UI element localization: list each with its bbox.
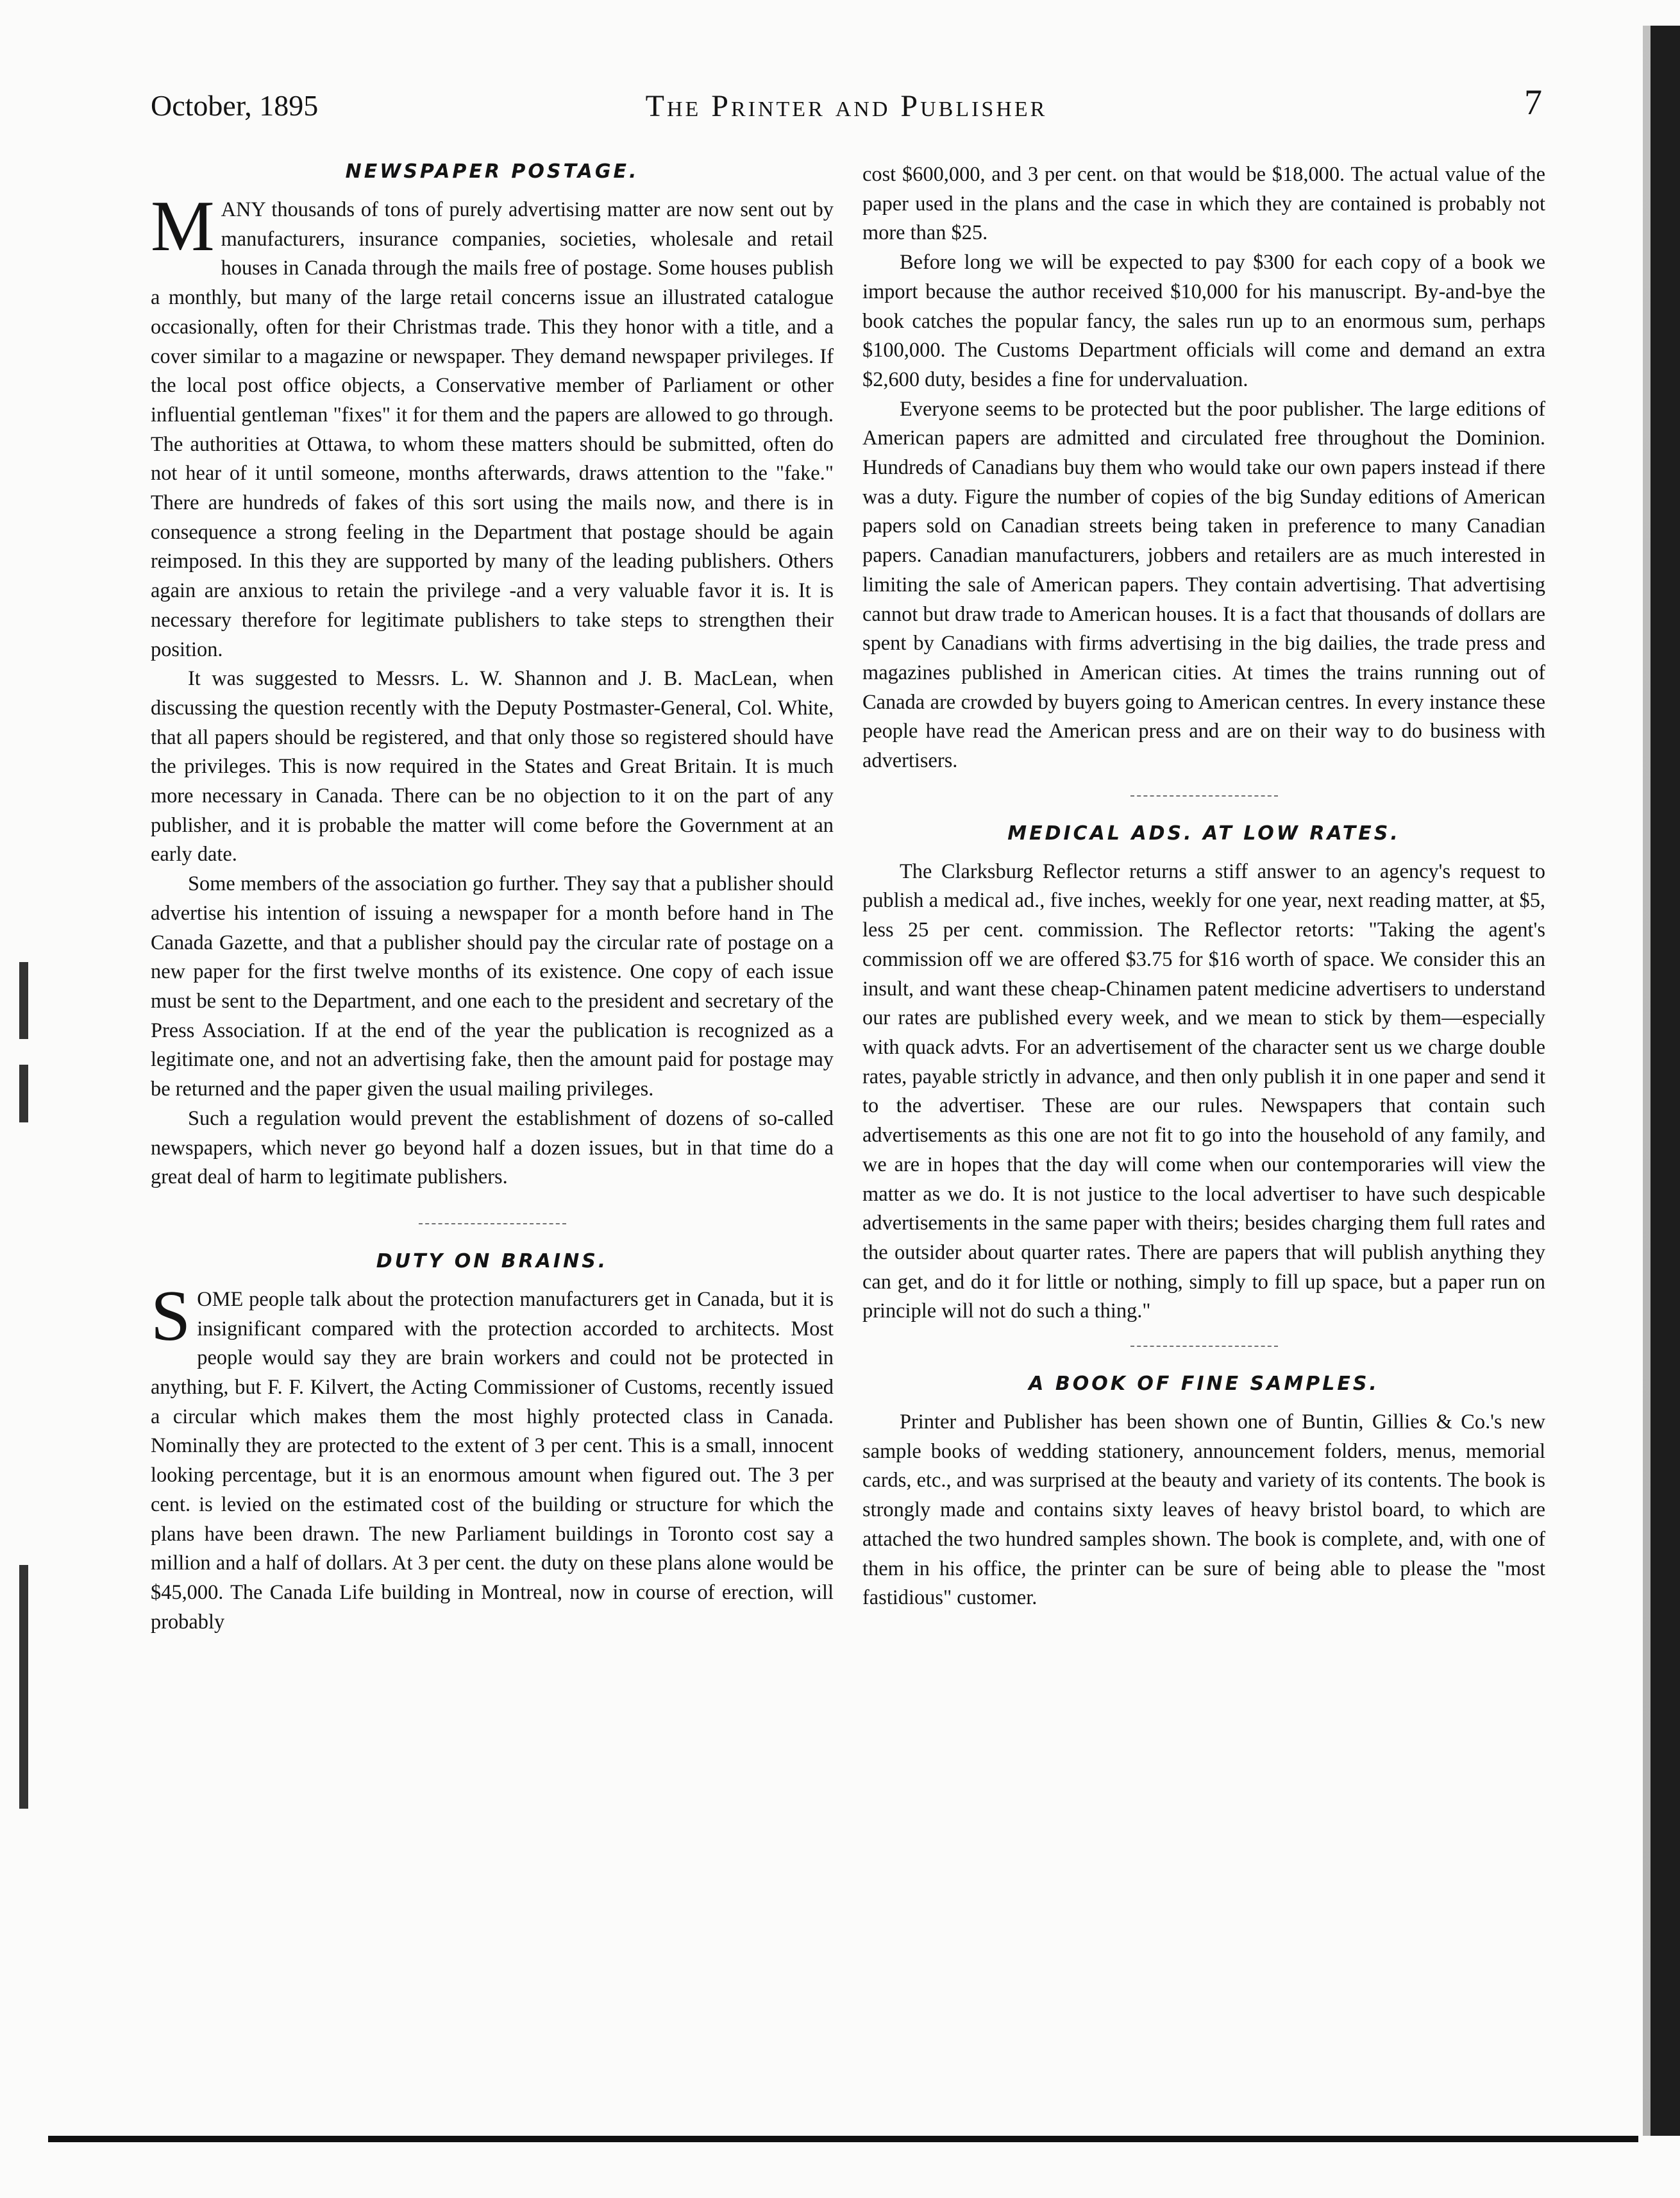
heading-medical-ads: MEDICAL ADS. AT LOW RATES. — [1007, 822, 1400, 845]
paragraph: The Clarksburg Reflector returns a stiff answer to an agency's request to publish a medical ad., five inches, weekly for one year, next reading matter, at $5, less 25 per cent. commission. The Reflector retorts: "Taking the agent's commission off we are offered $3.75 for $16 worth of space. We consider this an insult, and want these cheap-Chinamen patent medicine advertisers to understand our rates are published every week, and we mean to stick by them—especially with quack advts. For an advertisement of the character sent us we charge double rates, payable strictly in advance, and then only publish it in one paper and send it to the advertiser. These are our rules. Newspapers that contain such advertisements as this one are not fit to go into the household of any family, and we are in hopes that the day will come when our contemporaries will view the matter as we do. It is not justice to the local advertiser to have such despicable advertisements in the same paper with theirs; besides charging them full rates and the outsider about quarter rates. There are papers that will publish anything they can get, and do it for little or nothing, simply to fill up space, but a paper run on principle will not do such a thing." — [862, 859, 1545, 1323]
drop-cap: S — [151, 1276, 191, 1356]
bottom-rule — [48, 2136, 1638, 2142]
paragraph: Before long we will be expected to pay $300 for each copy of a book we import because the author received $10,000 for his manuscript. By-and-bye the book catches the popular fancy, the sales run up to an enormous sum, perhaps $100,000. The Customs Department officials will come and demand an extra $2,600 duty, besides a fine for undervaluation. — [862, 251, 1545, 391]
publication-title: The Printer and Publisher — [645, 89, 1048, 123]
scan-speck — [19, 1565, 28, 1809]
heading-duty-on-brains: DUTY ON BRAINS. — [376, 1249, 609, 1272]
paragraph — [151, 187, 834, 664]
left-column — [151, 160, 834, 1637]
paragraph-text: OME people talk about the protection manufacturers get in Canada, but it is insignificant compared with the protection accorded to architects. Most people would say they are brain workers and could not be protected in anything, but F. F. Kilvert, the Acting Commissioner of Customs, recently issued a circular which makes them the most highly protected class in Canada. Nominally they are protected to the extent of 3 per cent. This is a small, innocent looking percentage, but it is an enormous amount when figured out. The 3 per cent. is levied on the estimated cost of the building or structure for which the plans have been drawn. The new Parliament buildings in Toronto cost say a million and a half of dollars. At 3 per cent. the duty on these plans alone would be $45,000. The Canada Life building in Montreal, now in course of erection, will probably — [151, 1287, 834, 1634]
section-separator — [1130, 1346, 1278, 1352]
article-duty-on-brains-continued — [862, 160, 1545, 776]
scan-speck — [19, 962, 28, 1039]
paragraph: cost $600,000, and 3 per cent. on that would be $18,000. The actual value of the paper used in the plans and the case in which they are contained is probably not more than $25. — [862, 163, 1545, 245]
section-separator — [1130, 795, 1278, 802]
scan-edge-shadow — [1643, 26, 1651, 2136]
paragraph: Everyone seems to be protected but the poor publisher. The large editions of American papers are admitted and circulated free throughout the Dominion. Hundreds of Canadians buy them who would take our own papers instead if there was a duty. Figure the number of copies of the big Sunday editions of American papers sold on Canadian streets being taken in preference to many Canadian papers. Canadian manufacturers, jobbers and retailers are as much interested in limiting the sale of American papers. They contain advertising. That advertising cannot but draw trade to American houses. It is a fact that thousands of dollars are spent by Canadians with firms advertising in the big dailies, the trade press and magazines published in American cities. At times the trains running out of Canada are crowded by buyers going to American centres. In every instance these people have read the American press and are on their way to do business with advertisers. — [862, 397, 1545, 773]
scan-edge-strip — [1651, 26, 1680, 2136]
right-column — [862, 160, 1545, 1613]
issue-date: October, 1895 — [151, 89, 319, 122]
section-separator — [419, 1223, 566, 1230]
paragraph: Some members of the association go further. They say that a publisher should advertise his intention of issuing a newspaper for a month before hand in The Canada Gazette, and that a publisher should pay the circular rate of postage on a new paper for the first twelve months of its existence. One copy of each issue must be sent to the Department, and one each to the president and secretary of the Press Association. If at the end of the year the publication is recognized as a legitimate one, and not an advertising fake, then the amount paid for postage may be returned and the paper given the usual mailing privileges. — [151, 872, 834, 1101]
drop-cap: M — [151, 187, 215, 266]
paragraph — [151, 1276, 834, 1637]
paragraph-text: ANY thousands of tons of purely advertising matter are now sent out by manufacturers, insurance companies, societies, wholesale and retail houses in Canada through the mails free of postage. Some houses publish a monthly, but many of the large retail concerns issue an illustrated catalogue occasionally, often for their Christmas trade. This they honor with a title, and a cover similar to a magazine or newspaper. They demand newspaper privileges. If the local post office objects, a Conservative member of Parliament or other influential gentleman "fixes" it for them and the papers are allowed to go through. The authorities at Ottawa, to whom these matters should be submitted, often do not hear of it until someone, months afterwards, draws attention to the "fake." There are hundreds of fakes of this sort using the mails now, and there is in consequence a strong feeling in the Department that postage should be again reimposed. In this they are supported by many of the leading publishers. Others again are anxious to retain the privilege -and a very valuable favor it is. It is necessary therefore for legitimate publishers to take steps to strengthen their position. — [151, 198, 834, 661]
paragraph: Such a regulation would prevent the establishment of dozens of so-called newspapers, which never go beyond half a dozen issues, but in that time do a great deal of harm to legitimate publishers. — [151, 1106, 834, 1189]
paragraph: Printer and Publisher has been shown one of Buntin, Gillies & Co.'s new sample books of wedding stationery, announcement folders, menus, memorial cards, etc., and was surprised at the beauty and variety of its contents. The book is strongly made and contains sixty leaves of heavy bristol board, to which are attached the two hundred samples shown. The book is complete, and, with one of them in his office, the printer can be sure of being able to please the "most fastidious" customer. — [862, 1410, 1545, 1610]
paragraph: It was suggested to Messrs. L. W. Shannon and J. B. MacLean, when discussing the question recently with the Deputy Postmaster-General, Col. White, that all papers should be registered, and that only those so registered should have the privileges. This is now required in the States and Great Britain. It is much more necessary in Canada. There can be no objection to it on the part of any publisher, and it is probable the matter will come before the Government at an early date. — [151, 667, 834, 867]
page-number: 7 — [1524, 83, 1542, 123]
heading-newspaper-postage: NEWSPAPER POSTAGE. — [345, 160, 639, 183]
scan-speck — [19, 1065, 28, 1122]
page-header — [151, 82, 1542, 133]
article-medical-ads — [862, 822, 1545, 1326]
article-book-of-samples — [862, 1373, 1545, 1613]
article-newspaper-postage — [151, 160, 834, 1192]
article-duty-on-brains — [151, 1250, 834, 1637]
heading-book-of-samples: A BOOK OF FINE SAMPLES. — [1029, 1373, 1379, 1396]
